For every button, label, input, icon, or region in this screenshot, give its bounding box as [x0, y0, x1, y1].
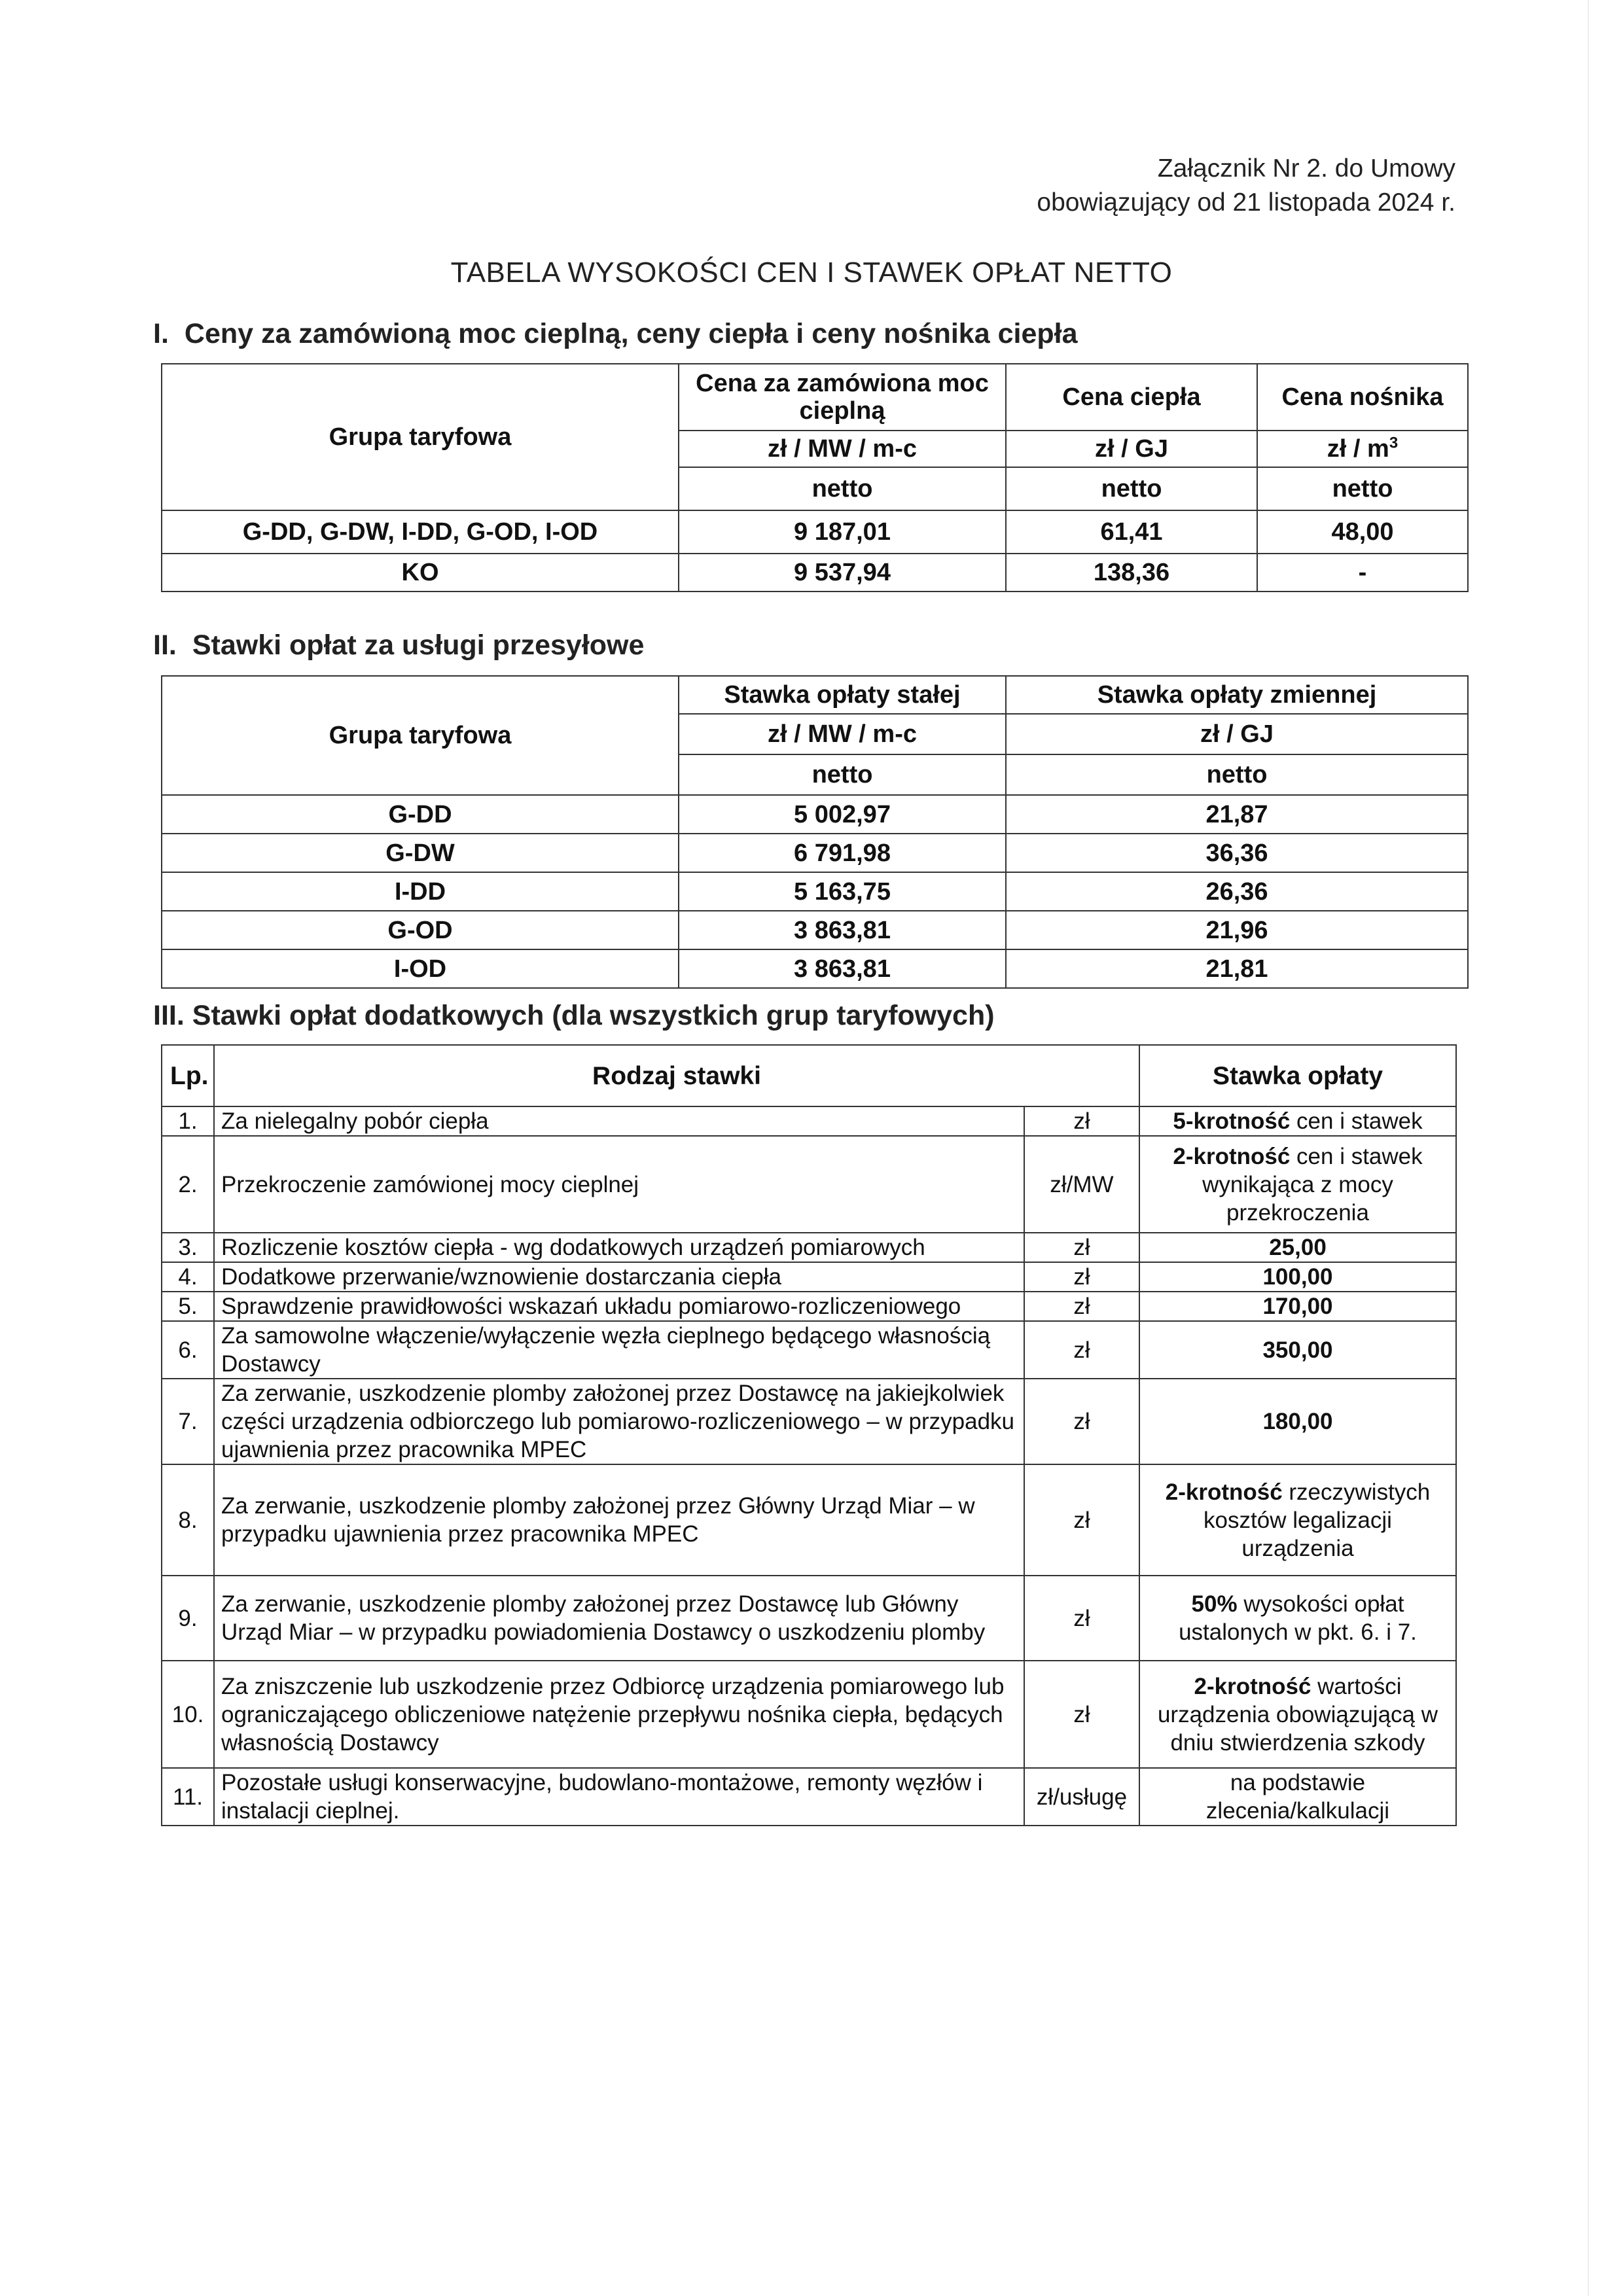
section-1-heading: Ceny za zamówioną moc cieplną, ceny ciepła i ceny nośnika ciepła — [184, 318, 1078, 349]
page-title: TABELA WYSOKOŚCI CEN I STAWEK OPŁAT NETTO — [450, 256, 1173, 289]
lp-cell: 1. — [162, 1106, 214, 1136]
annex-label: Załącznik Nr 2. do Umowy — [1157, 154, 1455, 183]
fee-description: Za zerwanie, uszkodzenie plomby założonej przez Dostawcę na jakiejkolwiek części urządzenia odbiorczego lub pomiarowo-rozliczeniowego – w przypadku ujawnienia przez pracownika MPEC — [214, 1379, 1024, 1464]
col-title-carrier-price: Cena nośnika — [1257, 364, 1468, 431]
fee-description: Sprawdzenie prawidłowości wskazań układu pomiarowo-rozliczeniowego — [214, 1292, 1024, 1321]
rate-text: wysokości opłat ustalonych w pkt. 6. i 7. — [1179, 1591, 1417, 1645]
rate-cell — [1139, 1464, 1456, 1576]
rate-text: na podstawie zlecenia/kalkulacji — [1205, 1770, 1390, 1824]
lp-cell: 2. — [162, 1136, 214, 1233]
fee-description: Za samowolne włączenie/wyłączenie węzła cieplnego będącego własnością Dostawcy — [214, 1321, 1024, 1379]
unit-fixed: zł / MW / m-c — [679, 714, 1006, 754]
rate-text: cen i stawek — [1290, 1108, 1423, 1134]
rate-cell — [1139, 1136, 1456, 1233]
rate-cell — [1139, 1379, 1456, 1464]
fee-row — [162, 1379, 1456, 1464]
fee-description: Za zerwanie, uszkodzenie plomby założonej przez Dostawcę lub Główny Urząd Miar – w przypadku powiadomienia Dostawcy o uszkodzeniu plomby — [214, 1576, 1024, 1661]
rate-emphasis: 2-krotność — [1165, 1479, 1283, 1505]
section-3-title — [153, 1000, 995, 1032]
unit-cell: zł — [1024, 1576, 1139, 1661]
fee-description: Za zerwanie, uszkodzenie plomby założonej przez Główny Urząd Miar – w przypadku ujawnienia przez pracownika MPEC — [214, 1464, 1024, 1576]
additional-fees-table — [161, 1044, 1457, 1826]
group-cell: KO — [162, 554, 679, 592]
value-cell: 21,96 — [1006, 911, 1468, 949]
fee-row — [162, 1464, 1456, 1576]
lp-cell: 5. — [162, 1292, 214, 1321]
netto-label: netto — [679, 754, 1006, 795]
group-header-cell: Grupa taryfowa — [162, 364, 679, 510]
rate-emphasis: 350,00 — [1262, 1337, 1333, 1363]
unit-cell: zł — [1024, 1464, 1139, 1576]
value-cell: 48,00 — [1257, 510, 1468, 554]
value-cell: 26,36 — [1006, 872, 1468, 911]
group-cell: G-DD — [162, 795, 679, 834]
unit-cell: zł/usługę — [1024, 1768, 1139, 1826]
value-cell: 9 537,94 — [679, 554, 1006, 592]
col-title-fixed-rate: Stawka opłaty stałej — [679, 676, 1006, 714]
netto-label: netto — [1257, 467, 1468, 510]
value-cell: 138,36 — [1006, 554, 1257, 592]
lp-cell: 10. — [162, 1661, 214, 1768]
value-cell: 21,87 — [1006, 795, 1468, 834]
col-type-header: Rodzaj stawki — [214, 1045, 1139, 1106]
unit-carrier: zł / $m^3$ — [1257, 431, 1468, 467]
unit-capacity: zł / MW / m-c — [679, 431, 1006, 467]
table-row — [162, 510, 1468, 554]
section-3-heading: Stawki opłat dodatkowych (dla wszystkich grup taryfowych) — [192, 1000, 995, 1031]
fee-row — [162, 1233, 1456, 1262]
rate-emphasis: 25,00 — [1269, 1235, 1327, 1260]
fee-row — [162, 1262, 1456, 1292]
value-cell: 9 187,01 — [679, 510, 1006, 554]
prices-table — [161, 363, 1469, 592]
fee-description: Za nielegalny pobór ciepła — [214, 1106, 1024, 1136]
fee-row — [162, 1576, 1456, 1661]
col-title-capacity-price: Cena za zamówiona moc cieplną — [679, 364, 1006, 431]
fee-row — [162, 1106, 1456, 1136]
table-row — [162, 949, 1468, 988]
unit-cell: zł — [1024, 1661, 1139, 1768]
rate-emphasis: 100,00 — [1262, 1264, 1333, 1290]
fee-row — [162, 1768, 1456, 1826]
value-cell: 6 791,98 — [679, 834, 1006, 872]
lp-cell: 4. — [162, 1262, 214, 1292]
value-cell: 5 002,97 — [679, 795, 1006, 834]
rate-cell — [1139, 1233, 1456, 1262]
rate-emphasis: 2-krotność — [1194, 1673, 1311, 1699]
rate-emphasis: 2-krotność — [1173, 1143, 1291, 1169]
unit-variable: zł / GJ — [1006, 714, 1468, 754]
col-title-variable-rate: Stawka opłaty zmiennej — [1006, 676, 1468, 714]
effective-date: obowiązujący od 21 listopada 2024 r. — [1037, 188, 1455, 217]
rate-text: wartości urządzenia obowiązującą w dniu stwierdzenia szkody — [1157, 1673, 1438, 1756]
lp-cell: 8. — [162, 1464, 214, 1576]
fee-row — [162, 1661, 1456, 1768]
table-row — [162, 554, 1468, 592]
value-cell: 3 863,81 — [679, 949, 1006, 988]
table-row — [162, 834, 1468, 872]
rate-emphasis: 170,00 — [1262, 1294, 1333, 1319]
lp-cell: 7. — [162, 1379, 214, 1464]
lp-cell: 9. — [162, 1576, 214, 1661]
unit-cell: zł — [1024, 1262, 1139, 1292]
section-2-number: II. — [153, 629, 177, 661]
rate-text: cen i stawek wynikająca z mocy przekroczenia — [1202, 1143, 1423, 1226]
rate-emphasis: 180,00 — [1262, 1409, 1333, 1434]
group-cell: I-OD — [162, 949, 679, 988]
unit-cell: zł — [1024, 1292, 1139, 1321]
document-header — [1037, 152, 1455, 220]
lp-cell: 3. — [162, 1233, 214, 1262]
unit-cell: zł/MW — [1024, 1136, 1139, 1233]
value-cell: 5 163,75 — [679, 872, 1006, 911]
transmission-rates-table — [161, 675, 1469, 989]
table-row — [162, 795, 1468, 834]
section-3-number: III. — [153, 1000, 185, 1031]
value-cell: 21,81 — [1006, 949, 1468, 988]
col-title-heat-price: Cena ciepła — [1006, 364, 1257, 431]
col-lp-header: Lp. — [162, 1045, 214, 1106]
fee-row — [162, 1292, 1456, 1321]
unit-cell: zł — [1024, 1379, 1139, 1464]
rate-emphasis: 50% — [1191, 1591, 1238, 1617]
unit-cell: zł — [1024, 1233, 1139, 1262]
rate-cell — [1139, 1576, 1456, 1661]
rate-cell — [1139, 1106, 1456, 1136]
unit-heat: zł / GJ — [1006, 431, 1257, 467]
group-cell: G-OD — [162, 911, 679, 949]
col-rate-header: Stawka opłaty — [1139, 1045, 1456, 1106]
section-1-title — [153, 318, 1077, 350]
value-cell: 36,36 — [1006, 834, 1468, 872]
netto-label: netto — [1006, 754, 1468, 795]
fee-description: Dodatkowe przerwanie/wznowienie dostarczania ciepła — [214, 1262, 1024, 1292]
group-cell: I-DD — [162, 872, 679, 911]
rate-cell — [1139, 1292, 1456, 1321]
lp-cell: 6. — [162, 1321, 214, 1379]
unit-cell: zł — [1024, 1321, 1139, 1379]
group-cell: G-DD, G-DW, I-DD, G-OD, I-OD — [162, 510, 679, 554]
unit-cell: zł — [1024, 1106, 1139, 1136]
rate-text: rzeczywistych kosztów legalizacji urządzenia — [1204, 1479, 1431, 1561]
fee-row — [162, 1136, 1456, 1233]
table-row — [162, 872, 1468, 911]
section-1-number: I. — [153, 318, 169, 349]
rate-cell — [1139, 1768, 1456, 1826]
value-cell: - — [1257, 554, 1468, 592]
value-cell: 61,41 — [1006, 510, 1257, 554]
fee-description: Pozostałe usługi konserwacyjne, budowlano-montażowe, remonty węzłów i instalacji cieplnej. — [214, 1768, 1024, 1826]
fee-description: Za zniszczenie lub uszkodzenie przez Odbiorcę urządzenia pomiarowego lub ograniczającego obliczeniowe natężenie przepływu nośnika ciepła, będących własnością Dostawcy — [214, 1661, 1024, 1768]
group-header-cell: Grupa taryfowa — [162, 676, 679, 795]
section-2-title — [153, 629, 644, 662]
rate-cell — [1139, 1262, 1456, 1292]
fee-description: Przekroczenie zamówionej mocy cieplnej — [214, 1136, 1024, 1233]
fee-row — [162, 1321, 1456, 1379]
fee-description: Rozliczenie kosztów ciepła - wg dodatkowych urządzeń pomiarowych — [214, 1233, 1024, 1262]
rate-cell — [1139, 1321, 1456, 1379]
rate-emphasis: 5-krotność — [1173, 1108, 1291, 1134]
lp-cell: 11. — [162, 1768, 214, 1826]
table-row — [162, 911, 1468, 949]
scan-edge-line — [1588, 0, 1589, 2296]
netto-label: netto — [679, 467, 1006, 510]
rate-cell — [1139, 1661, 1456, 1768]
value-cell: 3 863,81 — [679, 911, 1006, 949]
netto-label: netto — [1006, 467, 1257, 510]
section-2-heading: Stawki opłat za usługi przesyłowe — [192, 629, 645, 661]
group-cell: G-DW — [162, 834, 679, 872]
